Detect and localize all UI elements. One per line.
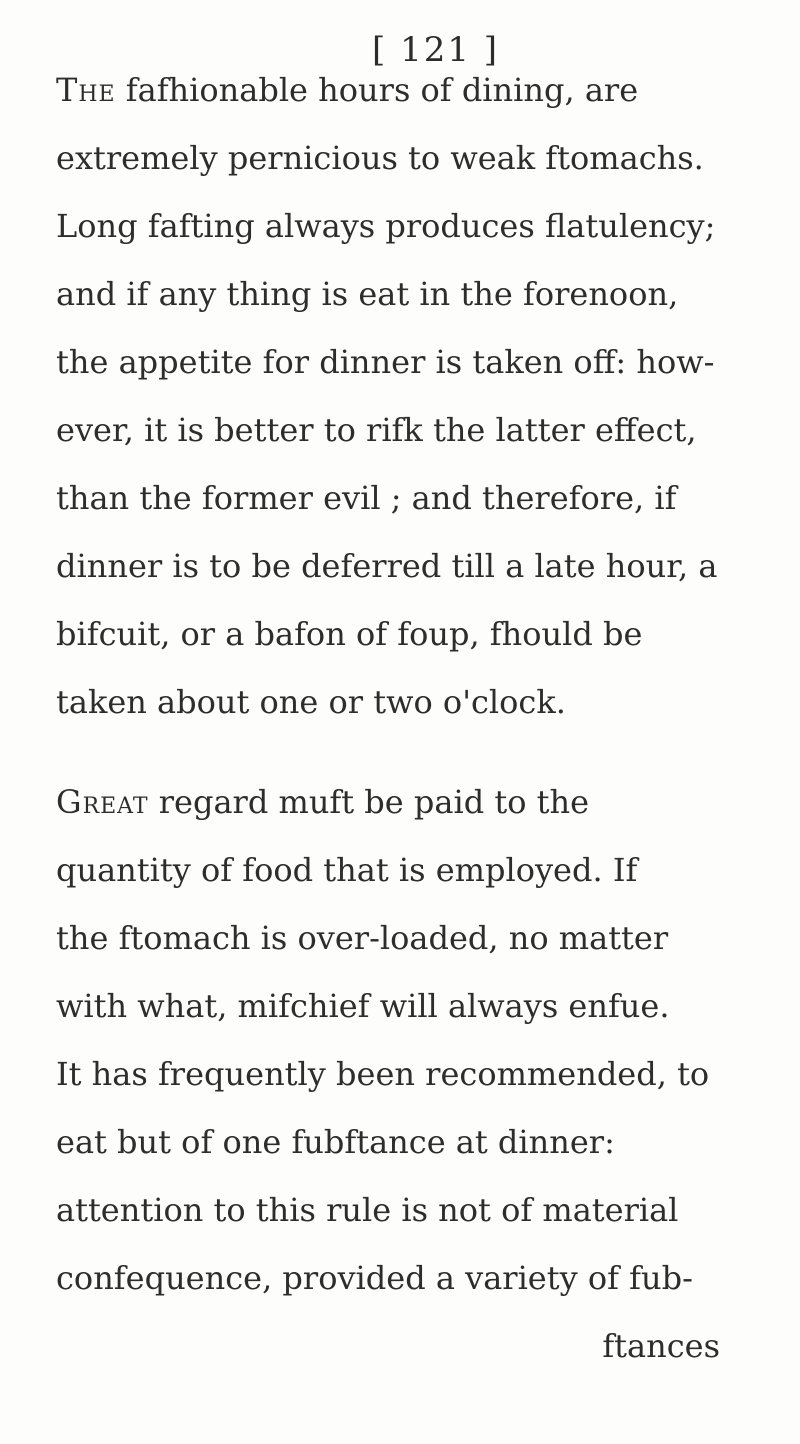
paragraph-1-line-8: dinner is to be deferred till a late hour, a — [56, 547, 718, 585]
paragraph-2-line-4: with what, mifchief will always enfue. — [56, 987, 670, 1025]
paragraph-2-line-6: eat but of one fubftance at dinner: — [56, 1123, 615, 1161]
paragraph-2-line-7: attention to this rule is not of material — [56, 1191, 679, 1229]
paragraph-1-line-1 — [56, 70, 638, 110]
paragraph-1-line-4: and if any thing is eat in the forenoon, — [56, 275, 679, 313]
paragraph-1-line-3: Long fafting always produces flatulency; — [56, 207, 716, 245]
paragraph-2-lead-word: Great — [56, 783, 149, 821]
page-number-header: [ 121 ] — [372, 30, 500, 70]
paragraph-2-line-8: confequence, provided a variety of fub- — [56, 1259, 693, 1297]
catchword: ftances — [602, 1327, 720, 1365]
paragraph-2-line-3: the ftomach is over-loaded, no matter — [56, 919, 669, 957]
paragraph-1-line-6: ever, it is better to rifk the latter effect, — [56, 411, 697, 449]
paragraph-2-line-1 — [56, 782, 589, 822]
paragraph-1-line-5: the appetite for dinner is taken off: how- — [56, 343, 715, 381]
paragraph-2-line-1-text: regard muft be paid to the — [148, 783, 590, 821]
paragraph-1-line-7: than the former evil ; and therefore, if — [56, 479, 677, 517]
paragraph-1-line-2: extremely pernicious to weak ftomachs. — [56, 139, 704, 177]
paragraph-1-line-1-text: fafhionable hours of dining, are — [115, 71, 639, 109]
paragraph-2-line-5: It has frequently been recommended, to — [56, 1055, 710, 1093]
paragraph-1-line-10: taken about one or two o'clock. — [56, 683, 566, 721]
paragraph-2-line-2: quantity of food that is employed. If — [56, 851, 638, 889]
paragraph-1-lead-word: The — [56, 71, 116, 109]
paragraph-1-line-9: bifcuit, or a bafon of foup, fhould be — [56, 615, 643, 653]
